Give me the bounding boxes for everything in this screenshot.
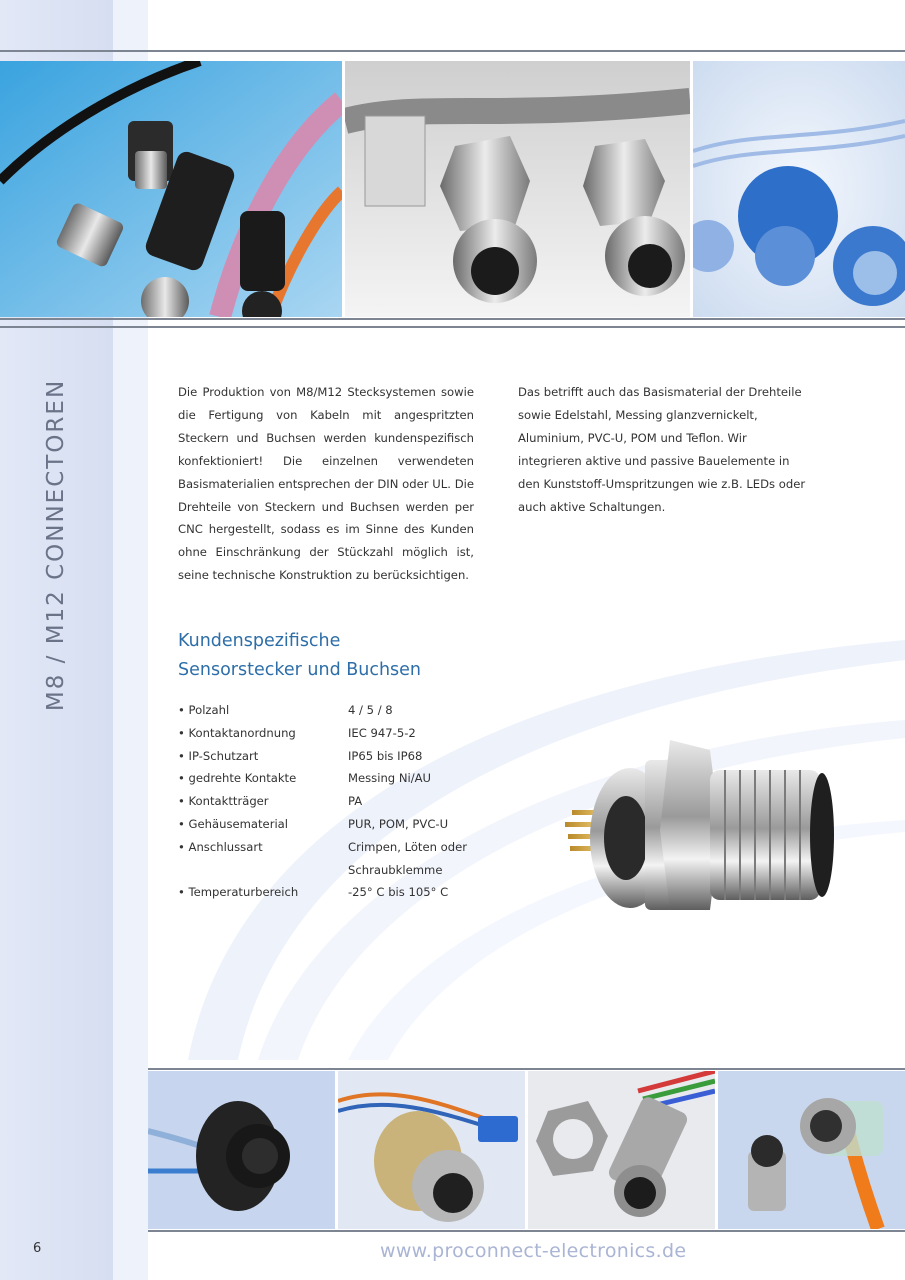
bottom-band-top-line bbox=[148, 1068, 905, 1070]
intro-right-column bbox=[518, 381, 814, 518]
photo-nut-and-plug bbox=[528, 1071, 715, 1229]
product-photo-m12-connector bbox=[560, 730, 860, 920]
spec-list bbox=[178, 699, 498, 904]
photo-black-socket bbox=[148, 1071, 335, 1229]
bottom-band-bottom-line bbox=[148, 1230, 905, 1232]
intro-right-text: Das betrifft auch das Basismaterial der Drehteile sowie Edelstahl, Messing glanzvernickelt, Aluminium, PVC-U, POM und Teflon. Wir integrieren aktive und passive Bauelemente in den Kunststoff-Umspritzungen wie z.B. LEDs oder auch aktive Schaltungen. bbox=[518, 385, 806, 514]
top-band-bottom-line bbox=[0, 318, 905, 320]
page-number: 6 bbox=[33, 1241, 42, 1256]
spec-value: Crimpen, Löten oder Schraubklemme bbox=[348, 839, 467, 877]
spec-value: IP65 bis IP68 bbox=[348, 748, 423, 763]
photo-brass-connector bbox=[338, 1071, 525, 1229]
spec-label: • Anschlussart bbox=[178, 839, 263, 854]
spec-row bbox=[178, 699, 498, 722]
spec-label: • gedrehte Kontakte bbox=[178, 771, 297, 786]
intro-left-column bbox=[178, 381, 474, 587]
section-heading bbox=[178, 627, 498, 685]
spec-value: PUR, POM, PVC-U bbox=[348, 816, 449, 831]
spec-row bbox=[178, 767, 498, 790]
spec-row bbox=[178, 836, 498, 882]
spec-label: • IP-Schutzart bbox=[178, 748, 259, 763]
photo-blue-connectors bbox=[693, 61, 905, 317]
intro-left-text: Die Produktion von M8/M12 Stecksystemen sowie die Fertigung von Kabeln mit angespritzten Steckern und Buchsen werden kundenspezifisch konfektioniert! Die einzelnen verwendeten Basismaterialien entsprechen der DIN oder UL. Die Drehteile von Steckern und Buchsen werden per CNC hergestellt, sodass es im Sinne des Kunden ohne Einschränkung der Stückzahl möglich ist, seine technische Konstruktion zu berücksichtigen. bbox=[178, 385, 474, 583]
spec-value: PA bbox=[348, 794, 363, 809]
spec-value: -25° C bis 105° C bbox=[348, 885, 449, 900]
photo-panel-connectors bbox=[345, 61, 690, 317]
spec-label: • Polzahl bbox=[178, 703, 230, 717]
top-band-line bbox=[0, 50, 905, 52]
spec-row bbox=[178, 881, 498, 904]
spec-row bbox=[178, 745, 498, 768]
section-heading-line2: Sensorstecker und Buchsen bbox=[178, 660, 422, 680]
vertical-section-title: M8 / M12 CONNECTOREN bbox=[43, 378, 69, 712]
spec-value: Messing Ni/AU bbox=[348, 771, 432, 786]
top-band-rule bbox=[0, 326, 905, 328]
spec-label: • Temperaturbereich bbox=[178, 885, 299, 900]
spec-value: IEC 947-5-2 bbox=[348, 725, 416, 740]
photo-cable-connectors bbox=[0, 61, 342, 317]
spec-row bbox=[178, 722, 498, 745]
spec-label: • Kontaktanordnung bbox=[178, 725, 296, 740]
spec-row bbox=[178, 813, 498, 836]
photo-angled-led-connector bbox=[718, 1071, 905, 1229]
spec-label: • Gehäusematerial bbox=[178, 816, 289, 831]
spec-label: • Kontaktträger bbox=[178, 794, 269, 809]
section-heading-line1: Kundenspezifische bbox=[178, 631, 341, 651]
website-url[interactable]: www.proconnect-electronics.de bbox=[380, 1240, 687, 1262]
spec-value: 4 / 5 / 8 bbox=[348, 703, 393, 717]
spec-row bbox=[178, 790, 498, 813]
